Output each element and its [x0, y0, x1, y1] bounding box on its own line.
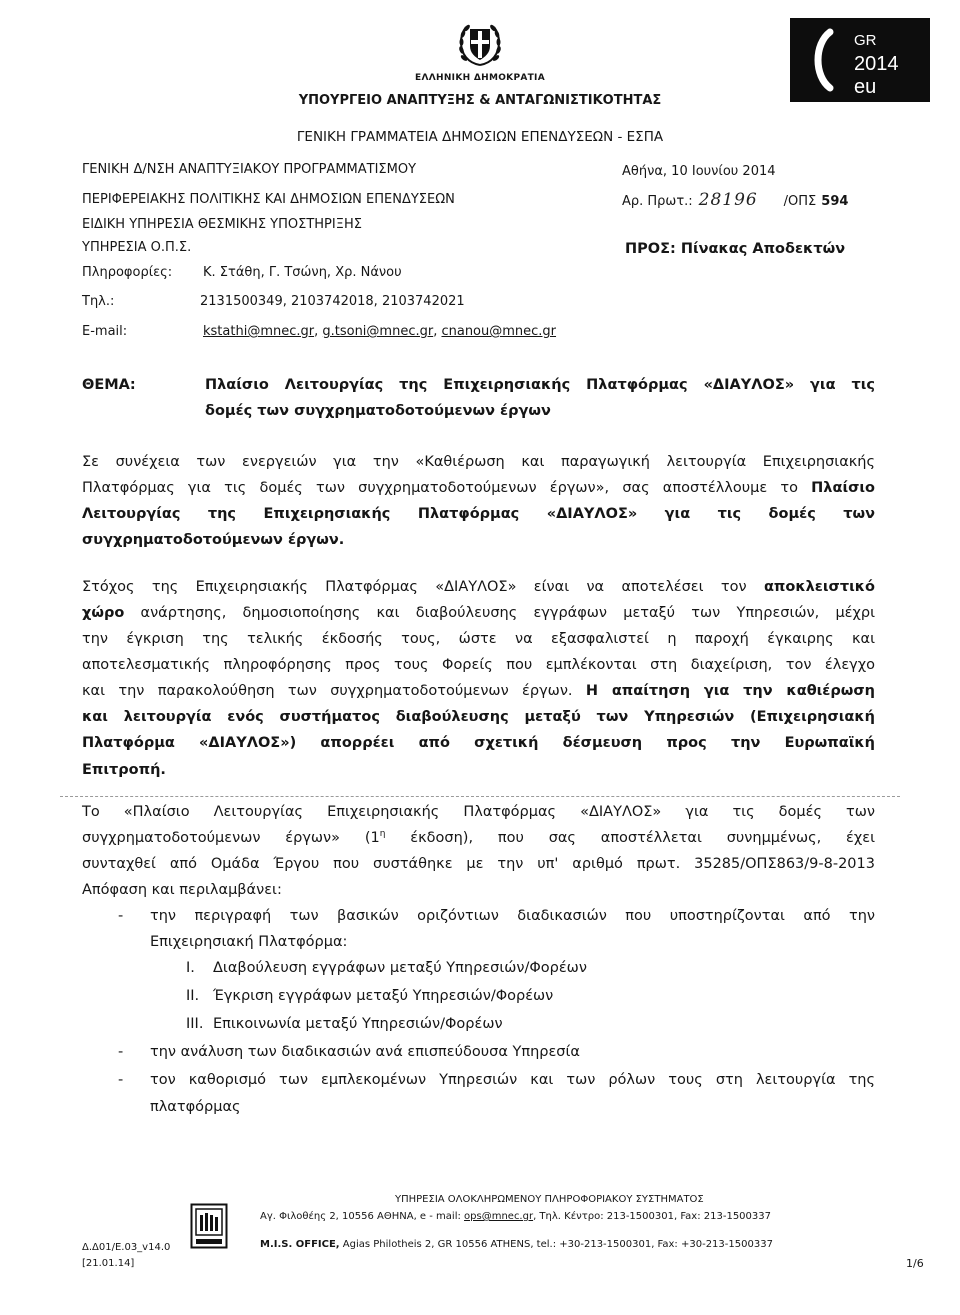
text-run: Στόχος της Επιχειρησιακής Πλατφόρμας «ΔΙΑΥΛΟΣ» είναι να αποτελέσει τον [82, 579, 764, 595]
paragraph-2-line [82, 761, 875, 779]
text-run: αποτελεσματικής πληροφόρησης προς τους Φορείς που εμπλέκονται στη διαχείριση, τον έλεγχο [82, 657, 875, 673]
paragraph-2-line [82, 708, 875, 726]
sender-line: ΕΙΔΙΚΗ ΥΠΗΡΕΣΙΑ ΘΕΣΜΙΚΗΣ ΥΠΟΣΤΗΡΙΞΗΣ [82, 217, 362, 232]
text-run: συνταχθεί από Ομάδα Έργου που συστάθηκε με την υπ' αριθμό πρωτ. 35285/ΟΠΣ863/9-8-2013 [82, 856, 875, 872]
footer-doc-code: Δ.Δ01/Ε.03_v14.0 [82, 1242, 171, 1253]
footer-office-name: M.I.S. OFFICE, [260, 1239, 340, 1250]
bold-text-run: Επιτροπή. [82, 762, 166, 778]
sender-line: ΠΕΡΙΦΕΡΕΙΑΚΗΣ ΠΟΛΙΤΙΚΗΣ ΚΑΙ ΔΗΜΟΣΙΩΝ ΕΠΕΝΔΥΣΕΩΝ [82, 192, 455, 207]
text-run: ανάρτησης, δημοσιοποίησης και διαβούλευσης εγγράφων μεταξύ των Υπηρεσιών, μέχρι [124, 605, 875, 621]
footer-email-link[interactable]: ops@mnec.gr [464, 1211, 534, 1222]
scan-artifact-line [60, 796, 900, 797]
protocol-handwritten-number: 28196 [698, 190, 758, 210]
protocol-number [622, 192, 848, 210]
sublist-marker: I. [186, 960, 195, 976]
email-separator: , [433, 324, 442, 339]
sublist-item: Έγκριση εγγράφων μεταξύ Υπηρεσιών/Φορέων [213, 988, 554, 1004]
paragraph-3-line [82, 881, 875, 899]
list-item-line: τον καθορισμό των εμπλεκομένων Υπηρεσιών και των ρόλων τους στη λειτουργία της [150, 1072, 875, 1088]
footer-address-english [260, 1239, 773, 1251]
republic-title: ΕΛΛΗΝΙΚΗ ΔΗΜΟΚΡΑΤΙΑ [415, 73, 545, 83]
info-value: Κ. Στάθη, Γ. Τσώνη, Χρ. Νάνου [203, 265, 402, 280]
paragraph-2-line [82, 656, 875, 674]
text-run: Πλατφόρμας για τις δομές των συγχρηματοδοτούμενων έργων», σας αποστέλλουμε το [82, 480, 812, 496]
info-label: Πληροφορίες: [82, 265, 173, 280]
mis-office-logo-icon [190, 1203, 228, 1253]
subject-line: Πλαίσιο Λειτουργίας της Επιχειρησιακής Πλατφόρμας «ΔΙΑΥΛΟΣ» για τις [205, 377, 875, 393]
paragraph-1-line [82, 505, 875, 523]
protocol-suffix: /ΟΠΣ [783, 194, 817, 209]
sublist-item: Διαβούλευση εγγράφων μεταξύ Υπηρεσιών/Φορέων [213, 960, 587, 976]
gr-2014-eu-logo [790, 18, 930, 106]
bold-text-run: και λειτουργία ενός συστήματος διαβούλευσης μεταξύ των Υπηρεσιών (Επιχειρησιακή [82, 709, 875, 725]
place-date: Αθήνα, 10 Ιουνίου 2014 [622, 164, 776, 179]
text-run: έκδοση), που σας αποστέλλεται συνημμένως, έχει [385, 830, 876, 846]
protocol-code: 594 [821, 194, 849, 209]
paragraph-1-line [82, 531, 875, 549]
bold-text-run: Η απαίτηση για την καθιέρωση [585, 683, 875, 699]
protocol-label: Αρ. Πρωτ.: [622, 194, 693, 209]
sublist-item: Επικοινωνία μεταξύ Υπηρεσιών/Φορέων [213, 1016, 503, 1032]
email-list [203, 324, 556, 340]
paragraph-2-line [82, 578, 875, 596]
paragraph-3-line [82, 829, 875, 847]
tel-value: 2131500349, 2103742018, 2103742021 [200, 294, 465, 309]
email-label: E-mail: [82, 324, 128, 339]
text-run: Σε συνέχεια των ενεργειών για την «Καθιέρωση και παραγωγική λειτουργία Επιχειρησιακής [82, 454, 875, 470]
footer-address-text: Αγ. Φιλοθέης 2, 10556 ΑΘΗΝΑ, e - mail: [260, 1211, 465, 1222]
list-marker: - [118, 1072, 124, 1088]
logo-text-gr: GR [854, 32, 877, 49]
footer-service-title: ΥΠΗΡΕΣΙΑ ΟΛΟΚΛΗΡΩΜΕΝΟΥ ΠΛΗΡΟΦΟΡΙΑΚΟΥ ΣΥΣΤΗΜΑΤΟΣ [395, 1194, 704, 1205]
tel-label: Τηλ.: [82, 294, 115, 309]
bold-text-run: συγχρηματοδοτούμενων έργων. [82, 532, 345, 548]
logo-text-eu: eu [854, 76, 877, 98]
text-run: Απόφαση και περιλαμβάνει: [82, 882, 282, 898]
footer-address-text: Agias Philotheis 2, GR 10556 ATHENS, tel.: +30-213-1500301, Fax: +30-213-1500337 [339, 1239, 773, 1250]
secretariat-title: ΓΕΝΙΚΗ ΓΡΑΜΜΑΤΕΙΑ ΔΗΜΟΣΙΩΝ ΕΠΕΝΔΥΣΕΩΝ - ΕΣΠΑ [296, 129, 664, 145]
logo-text-year: 2014 [854, 53, 899, 75]
bold-text-run: Πλαίσιο [811, 480, 875, 496]
bold-text-run: αποκλειστικό [763, 579, 875, 595]
email-link-stathi[interactable]: kstathi@mnec.gr [203, 324, 315, 339]
footer-address-greek [260, 1211, 771, 1223]
subject-label: ΘΕΜΑ: [82, 377, 136, 393]
email-link-tsoni[interactable]: g.tsoni@mnec.gr [322, 324, 434, 339]
paragraph-1-line [82, 479, 875, 497]
list-item-line: την ανάλυση των διαδικασιών ανά επισπεύδουσα Υπηρεσία [150, 1044, 580, 1060]
greek-coat-of-arms-icon [458, 22, 502, 72]
list-item-line: την περιγραφή των βασικών οριζόντιων διαδικασιών που υποστηρίζονται από την [150, 908, 875, 924]
recipient-line: ΠΡΟΣ: Πίνακας Αποδεκτών [625, 241, 846, 257]
bold-text-run: Πλατφόρμα «ΔΙΑΥΛΟΣ») απορρέει από σχετική δέσμευση προς την Ευρωπαϊκή [82, 735, 875, 751]
paragraph-2-line [82, 682, 875, 700]
ordinal-superscript: η [379, 829, 386, 839]
paragraph-3-line [82, 855, 875, 873]
bold-text-run: Λειτουργίας της Επιχειρησιακής Πλατφόρμας «ΔΙΑΥΛΟΣ» για τις δομές των [82, 506, 875, 522]
page-number: 1/6 [906, 1257, 924, 1270]
list-item-line: πλατφόρμας [150, 1099, 241, 1115]
email-link-nanou[interactable]: cnanou@mnec.gr [441, 324, 557, 339]
paragraph-2-line [82, 630, 875, 648]
list-marker: - [118, 908, 124, 924]
email-separator: , [314, 324, 323, 339]
sender-line: ΥΠΗΡΕΣΙΑ Ο.Π.Σ. [82, 240, 192, 255]
footer-doc-date: [21.01.14] [82, 1258, 135, 1269]
bold-text-run: χώρο [82, 605, 125, 621]
text-run: την έγκριση της τελικής έκδοσής τους, ώστε να εξασφαλιστεί η παροχή έγκαιρης και [82, 631, 875, 647]
sender-line: ΓΕΝΙΚΗ Δ/ΝΣΗ ΑΝΑΠΤΥΞΙΑΚΟΥ ΠΡΟΓΡΑΜΜΑΤΙΣΜΟΥ [82, 162, 417, 177]
paragraph-2-line [82, 734, 875, 752]
sublist-marker: III. [186, 1016, 204, 1032]
text-run: και την παρακολούθηση των συγχρηματοδοτούμενων έργων. [82, 683, 586, 699]
text-run: Το «Πλαίσιο Λειτουργίας Επιχειρησιακής Πλατφόρμας «ΔΙΑΥΛΟΣ» για τις δομές των [82, 804, 875, 820]
list-item-line: Επιχειρησιακή Πλατφόρμα: [150, 934, 348, 950]
list-marker: - [118, 1044, 124, 1060]
text-run: συγχρηματοδοτούμενων έργων» (1 [82, 830, 380, 846]
ministry-title: ΥΠΟΥΡΓΕΙΟ ΑΝΑΠΤΥΞΗΣ & ΑΝΤΑΓΩΝΙΣΤΙΚΟΤΗΤΑΣ [298, 93, 662, 108]
paragraph-2-line [82, 604, 875, 622]
sublist-marker: II. [186, 988, 200, 1004]
footer-address-text: , Τηλ. Κέντρο: 213-1500301, Fax: 213-1500337 [533, 1211, 771, 1222]
paragraph-1-line [82, 453, 875, 471]
subject-line: δομές των συγχρηματοδοτούμενων έργων [205, 403, 551, 419]
paragraph-3-line [82, 803, 875, 821]
